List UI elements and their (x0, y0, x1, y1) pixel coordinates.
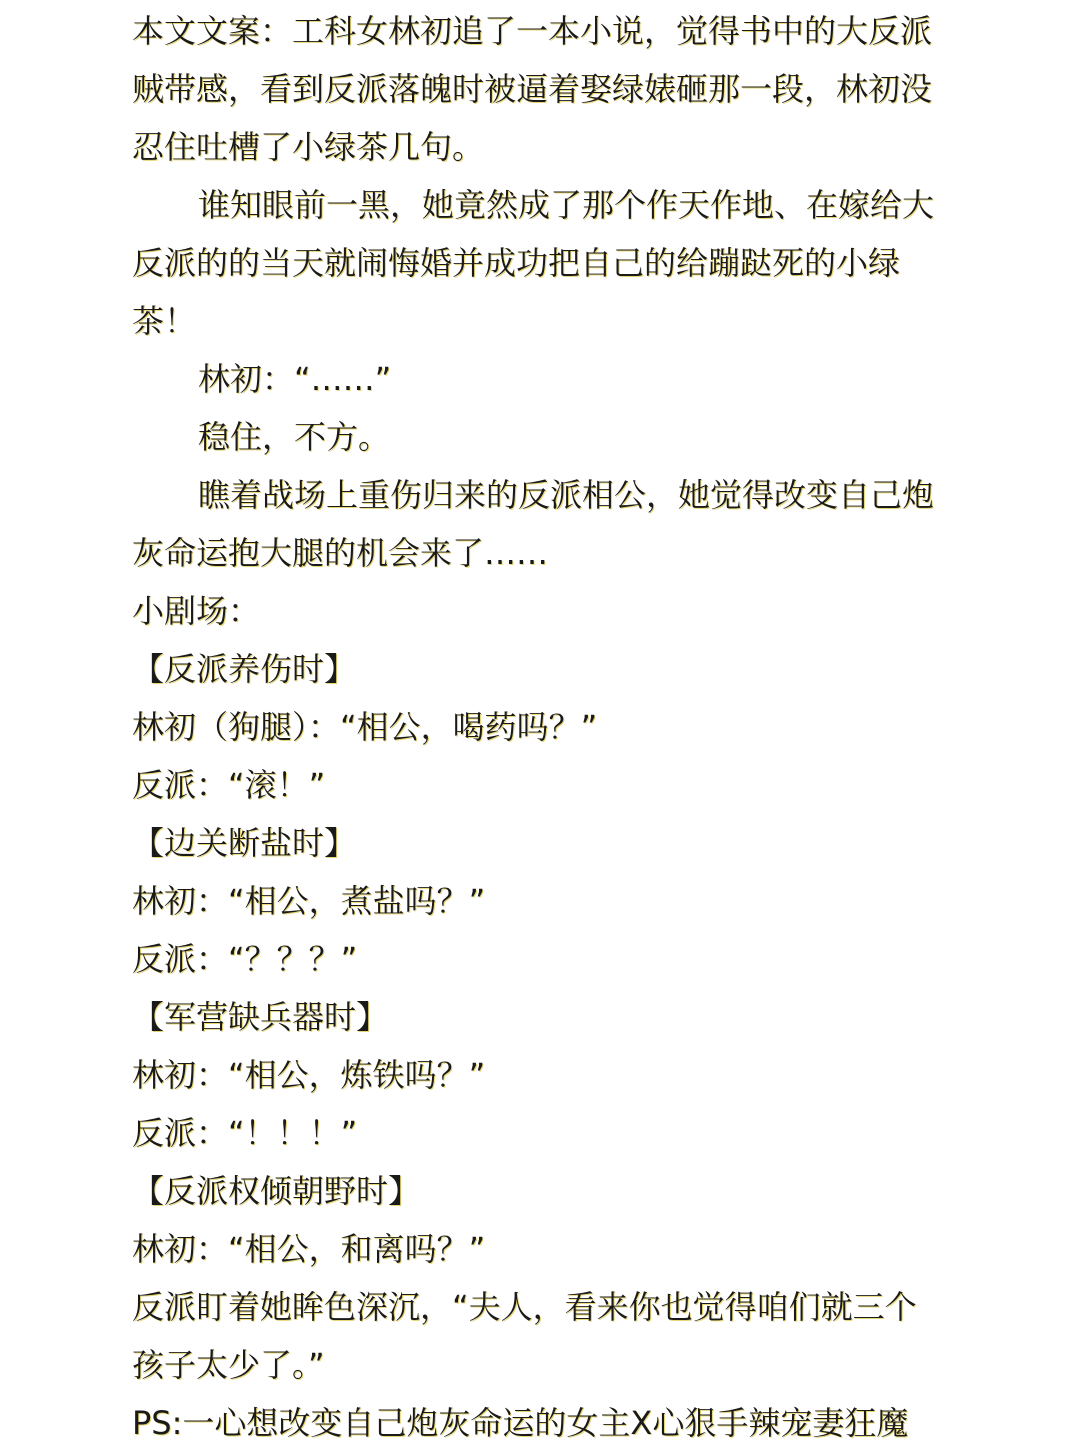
dialogue-line: 反派：“！！！” (132, 1114, 358, 1152)
text-line: 本文文案：工科女林初追了一本小说，觉得书中的大反派 (132, 12, 933, 50)
document-body (132, 2, 962, 1452)
scene-heading: 【反派养伤时】 (132, 650, 357, 688)
scene-heading: 【反派权倾朝野时】 (132, 1172, 421, 1210)
scene-heading: 【边关断盐时】 (132, 824, 357, 862)
dialogue-line: 林初：“相公，和离吗？” (132, 1230, 486, 1268)
section-heading: 小剧场： (132, 592, 261, 630)
text-line: 忍住吐槽了小绿茶几句。 (132, 128, 485, 166)
dialogue-line: 反派：“滚！” (132, 766, 326, 804)
dialogue-line: 林初：“相公，煮盐吗？” (132, 882, 486, 920)
text-line: 贼带感，看到反派落魄时被逼着娶绿婊砸那一段，林初没 (132, 70, 933, 108)
text-line: 林初：“……” (198, 360, 392, 398)
text-line: 稳住，不方。 (198, 418, 391, 456)
dialogue-line: 林初（狗腿）：“相公，喝药吗？” (132, 708, 598, 746)
text-line: 反派的的当天就闹悔婚并成功把自己的给蹦跶死的小绿 (132, 244, 901, 282)
text-line: 瞧着战场上重伤归来的反派相公，她觉得改变自己炮 (198, 476, 935, 514)
text-line: 灰命运抱大腿的机会来了…… (132, 534, 549, 572)
dialogue-line: 林初：“相公，炼铁吗？” (132, 1056, 486, 1094)
dialogue-line: 反派盯着她眸色深沉，“夫人，看来你也觉得咱们就三个 (132, 1288, 917, 1326)
text-line: 谁知眼前一黑，她竟然成了那个作天作地、在嫁给大 (198, 186, 935, 224)
scene-heading: 【军营缺兵器时】 (132, 998, 389, 1036)
dialogue-line: 孩子太少了。” (132, 1346, 325, 1384)
dialogue-line: 反派：“？？？” (132, 940, 358, 978)
text-line: 茶！ (132, 302, 197, 340)
ps-line: PS:一心想改变自己炮灰命运的女主X心狠手辣宠妻狂魔 (132, 1404, 909, 1442)
